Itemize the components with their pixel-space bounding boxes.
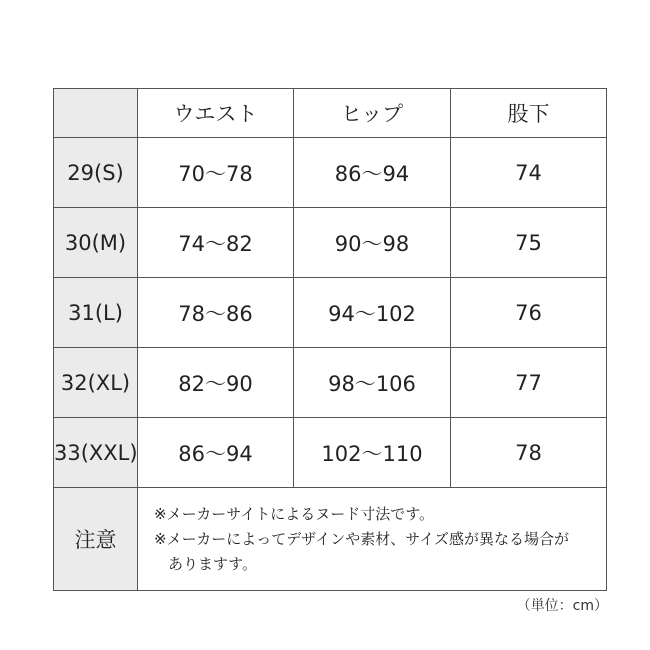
hip-value: 98〜106 (294, 348, 451, 418)
header-waist: ウエスト (138, 89, 294, 138)
size-label: 31(L) (54, 278, 138, 348)
waist-value: 78〜86 (138, 278, 294, 348)
note-line: ※メーカーサイトによるヌード寸法です。 (154, 504, 435, 523)
size-label: 33(XXL) (54, 418, 138, 488)
hip-value: 90〜98 (294, 208, 451, 278)
unit-note: （単位：cm） (516, 598, 608, 614)
hip-value: 94〜102 (294, 278, 451, 348)
inseam-value: 74 (451, 138, 607, 208)
waist-value: 86〜94 (138, 418, 294, 488)
inseam-value: 78 (451, 418, 607, 488)
hip-value: 102〜110 (294, 418, 451, 488)
note-line: ありますす。 (168, 554, 257, 573)
waist-value: 70〜78 (138, 138, 294, 208)
header-row (54, 89, 607, 138)
size-label: 29(S) (54, 138, 138, 208)
waist-value: 82〜90 (138, 348, 294, 418)
size-label: 30(M) (54, 208, 138, 278)
note-label: 注意 (54, 488, 138, 591)
note-row (54, 488, 607, 591)
table-row (54, 138, 607, 208)
table-row (54, 418, 607, 488)
header-inseam: 股下 (451, 89, 607, 138)
waist-value: 74〜82 (138, 208, 294, 278)
size-label: 32(XL) (54, 348, 138, 418)
table-row (54, 278, 607, 348)
hip-value: 86〜94 (294, 138, 451, 208)
header-hip: ヒップ (294, 89, 451, 138)
note-line: ※メーカーによってデザインや素材、サイズ感が異なる場合が (154, 529, 570, 548)
table-row (54, 208, 607, 278)
inseam-value: 76 (451, 278, 607, 348)
inseam-value: 77 (451, 348, 607, 418)
header-corner (54, 89, 138, 138)
inseam-value: 75 (451, 208, 607, 278)
size-chart-table (53, 88, 607, 591)
note-text (138, 488, 607, 591)
table-row (54, 348, 607, 418)
